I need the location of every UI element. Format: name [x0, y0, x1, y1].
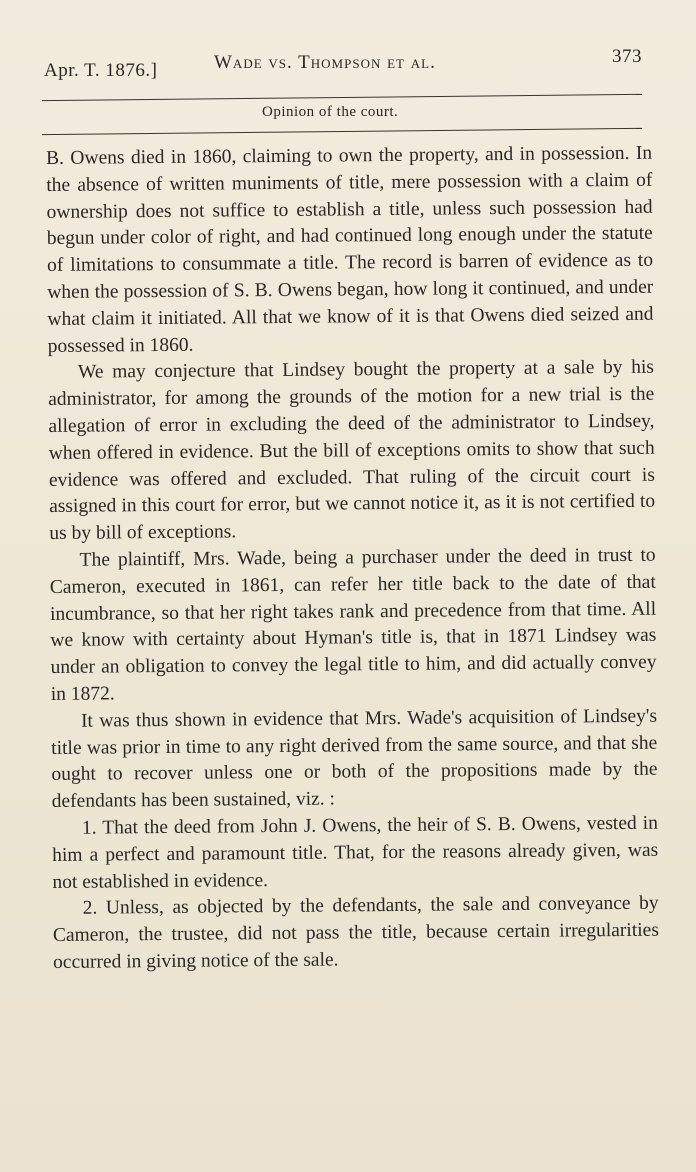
section-heading: Opinion of the court.: [262, 104, 399, 120]
paragraph-4: It was thus shown in evidence that Mrs. Wade's acquisition of Lindsey's title was prior in time to any right derived from the same source, and that she ought to recover unless one or both of the propositions made by the defendants has been sustained, viz. :: [51, 705, 658, 813]
case-title: Wade vs. Thompson et al.: [214, 52, 436, 73]
paragraph-6: 2. Unless, as objected by the defendants, the sale and conveyance by Cameron, the trustee, did not pass the title, because certain irregularities occurred in giving notice of the sale.: [52, 892, 659, 973]
paragraph-5: 1. That the deed from John J. Owens, the heir of S. B. Owens, vested in him a perfect and paramount title. That, for the reasons already given, was not established in evidence.: [52, 812, 659, 893]
header-rule-bottom: [42, 128, 642, 135]
header-rule-top: [42, 94, 642, 101]
paragraph-3: The plaintiff, Mrs. Wade, being a purchaser under the deed in trust to Cameron, executed in 1861, can refer her title back to the date of that incumbrance, so that her right takes rank and precedence from that time. All we know with certainty about Hyman's title is, that in 1871 Lindsey was under an obligation to convey the legal title to him, and did actually convey in 1872.: [49, 544, 657, 705]
page-number: 373: [612, 46, 642, 67]
running-head: [44, 46, 656, 82]
term-label: Apr. T. 1876.]: [44, 60, 158, 81]
paragraph-1: B. Owens died in 1860, claiming to own the property, and in possession. In the absence of written muniments of title, mere possession with a claim of ownership does not suffice to establish a title, unless such possession had begun under color of right, and had continued long enough under the statute of limitations to consummate a title. The record is barren of evidence as to when the possession of S. B. Owens began, how long it continued, and under what claim it initiated. All that we know of it is that Owens died seized and possessed in 1860.: [46, 142, 654, 357]
opinion-text: [46, 141, 659, 977]
paragraph-2: We may conjecture that Lindsey bought the property at a sale by his administrator, for among the grounds of the motion for a new trial is the allegation of error in excluding the deed of the administrator to Lindsey, when offered in evidence. But the bill of exceptions omits to show that such evidence was offered and excluded. That ruling of the circuit court is assigned in this court for error, but we cannot notice it, as it is not certified to us by bill of exceptions.: [48, 357, 656, 545]
